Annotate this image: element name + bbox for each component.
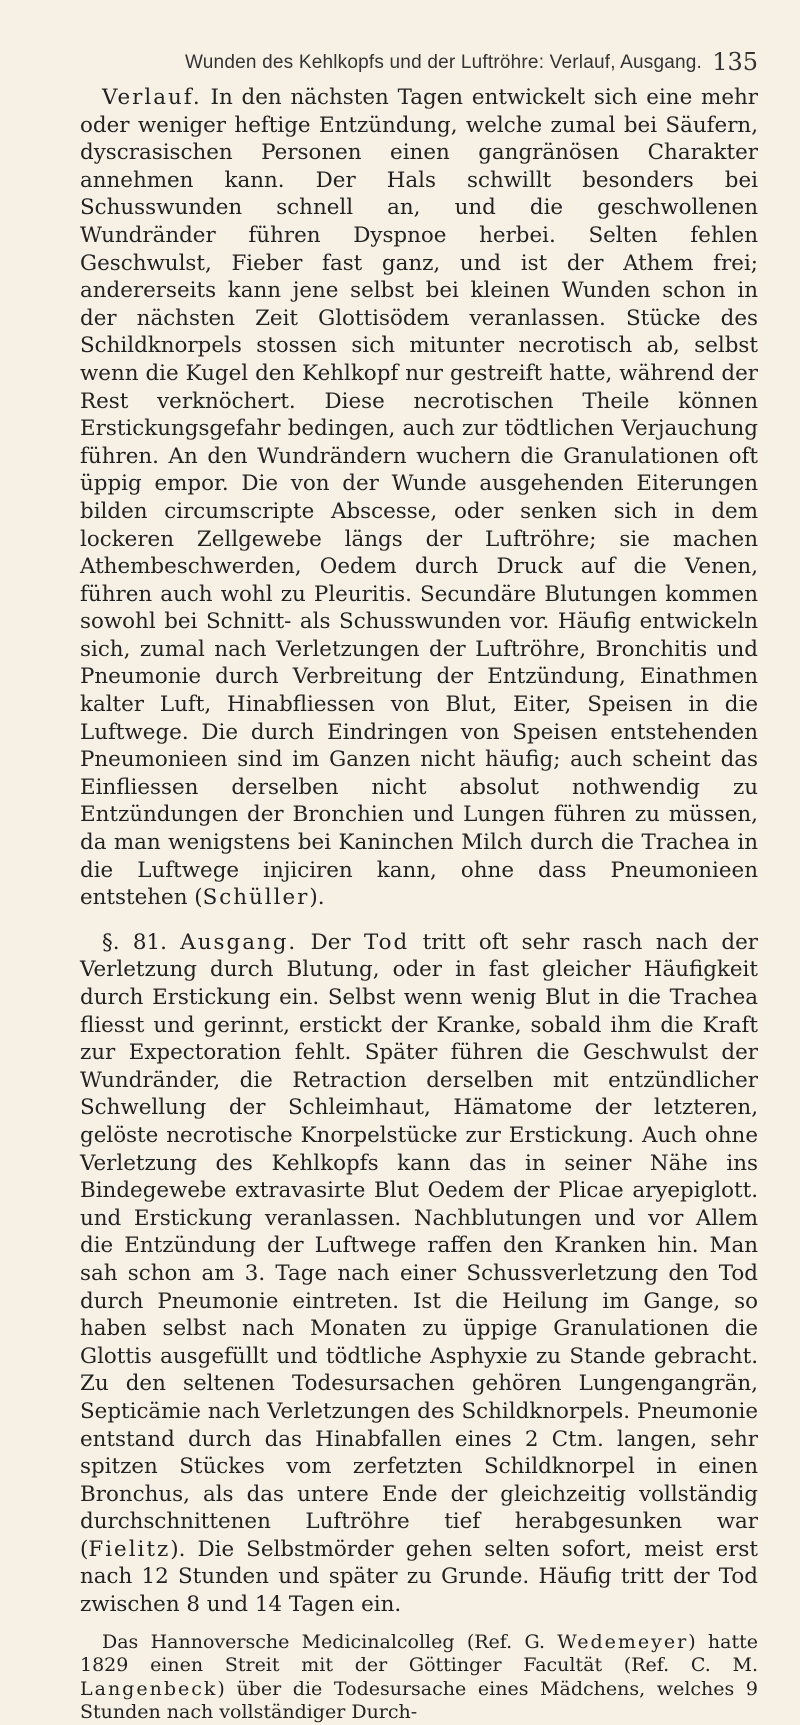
paragraph-text-end: ).: [309, 885, 325, 911]
page-number: 135: [712, 48, 758, 76]
author-name: Fielitz: [88, 1536, 171, 1562]
section-number: §. 81.: [102, 929, 167, 955]
paragraph-verlauf: [80, 84, 758, 912]
running-title: Wunden des Kehlkopfs und der Luftröhre: Verlauf, Ausgang.: [185, 52, 703, 73]
paragraph-text: Der: [297, 929, 365, 955]
author-name: Langenbeck: [80, 1677, 218, 1700]
main-text: [80, 84, 758, 1619]
running-header: [80, 40, 758, 84]
paragraph-text: In den nächsten Tagen entwickelt sich eine mehr oder weniger heftige Entzündung, welche zumal bei Säufern, dyscrasischen Personen einen gangränösen Charakter annehmen kann. Der Hals schwillt besonders bei Schusswunden schnell an, und die geschwollenen Wundränder führen Dyspnoe herbei. Selten fehlen Geschwulst, Fieber fast ganz, und ist der Athem frei; andererseits kann jene selbst bei kleinen Wunden schon in der nächsten Zeit Glottisödem veranlassen. Stücke des Schildknorpels stossen sich mitunter necrotisch ab, selbst wenn die Kugel den Kehlkopf nur gestreift hatte, während der Rest verknöchert. Diese necrotischen Theile können Erstickungsgefahr bedingen, auch zur tödtlichen Verjauchung führen. An den Wundrändern wuchern die Granulationen oft üppig empor. Die von der Wunde ausgehenden Eiterungen bilden circumscripte Abscesse, oder senken sich in dem lockeren Zellgewebe längs der Luftröhre; sie machen Athembeschwerden, Oedem durch Druck auf die Venen, führen auch wohl zu Pleuritis. Secundäre Blutungen kommen sowohl bei Schnitt- als Schusswunden vor. Häufig entwickeln sich, zumal nach Verletzungen der Luftröhre, Bronchitis und Pneumonie durch Verbreitung der Entzündung, Einathmen kalter Luft, Hinabfliessen von Blut, Eiter, Speisen in die Luftwege. Die durch Eindringen von Speisen entstehenden Pneumonieen sind im Ganzen nicht häufig; auch scheint das Einfliessen derselben nicht absolut nothwendig zu Entzündungen der Bronchien und Lungen führen zu müssen, da man wenigstens bei Kaninchen Milch durch die Trachea in die Luftwege injiciren kann, ohne dass Pneumonieen entstehen (: [80, 85, 758, 911]
paragraph-text: ) hatte 1829 einen Streit mit der Göttinger Facultät (Ref. C. M.: [80, 1630, 759, 1677]
author-name: Schüller: [202, 885, 310, 911]
paragraph-text-end: ). Die Selbstmörder gehen selten sofort, meist erst nach 12 Stunden und später zu Grunde. Häufig tritt der Tod zwischen 8 und 14 Tagen ein.: [80, 1536, 758, 1618]
section-term-ausgang: Ausgang.: [180, 929, 298, 955]
paragraph-hannoversche: [80, 1631, 758, 1725]
paragraph-text: ) über die Todesursache eines Mädchens, welches 9 Stunden nach vollständiger Durch-: [80, 1677, 758, 1724]
author-name: Wedemeyer: [557, 1630, 689, 1653]
paragraph-ausgang: [80, 929, 758, 1619]
paragraph-text: tritt oft sehr rasch nach der Verletzung durch Blutung, oder in fast gleicher Häufigkeit durch Erstickung ein. Selbst wenn wenig Blut in die Trachea fliesst und gerinnt, erstickt der Kranke, sobald ihm die Kraft zur Expectoration fehlt. Später führen die Geschwulst der Wundränder, die Retraction derselben mit entzündlicher Schwellung der Schleimhaut, Hämatome der letzteren, gelöste necrotische Knorpelstücke zur Erstickung. Auch ohne Verletzung des Kehlkopfs kann das in seiner Nähe ins Bindegewebe extravasirte Blut Oedem der Plicae aryepiglott. und Erstickung veranlassen. Nachblutungen und vor Allem die Entzündung der Luftwege raffen den Kranken hin. Man sah schon am 3. Tage nach einer Schussverletzung den Tod durch Pneumonie eintreten. Ist die Heilung im Gange, so haben selbst nach Monaten zu üppige Granulationen die Glottis ausgefüllt und tödtliche Asphyxie zu Stande gebracht. Zu den seltenen Todesursachen gehören Lungengangrän, Septicämie nach Verletzungen des Schildknorpels. Pneumonie entstand durch das Hinabfallen eines 2 Ctm. langen, sehr spitzen Stückes vom zerfetzten Schildknorpel in einen Bronchus, als das untere Ende der gleichzeitig vollständig durchschnittenen Luftröhre tief herabgesunken war (: [80, 929, 758, 1562]
emphasis-tod: Tod: [364, 929, 410, 955]
paragraph-text: Das Hannoversche Medicinalcolleg (Ref. G.: [102, 1630, 558, 1653]
small-print-paragraph: [80, 1631, 758, 1725]
section-term-verlauf: Verlauf.: [102, 85, 202, 110]
